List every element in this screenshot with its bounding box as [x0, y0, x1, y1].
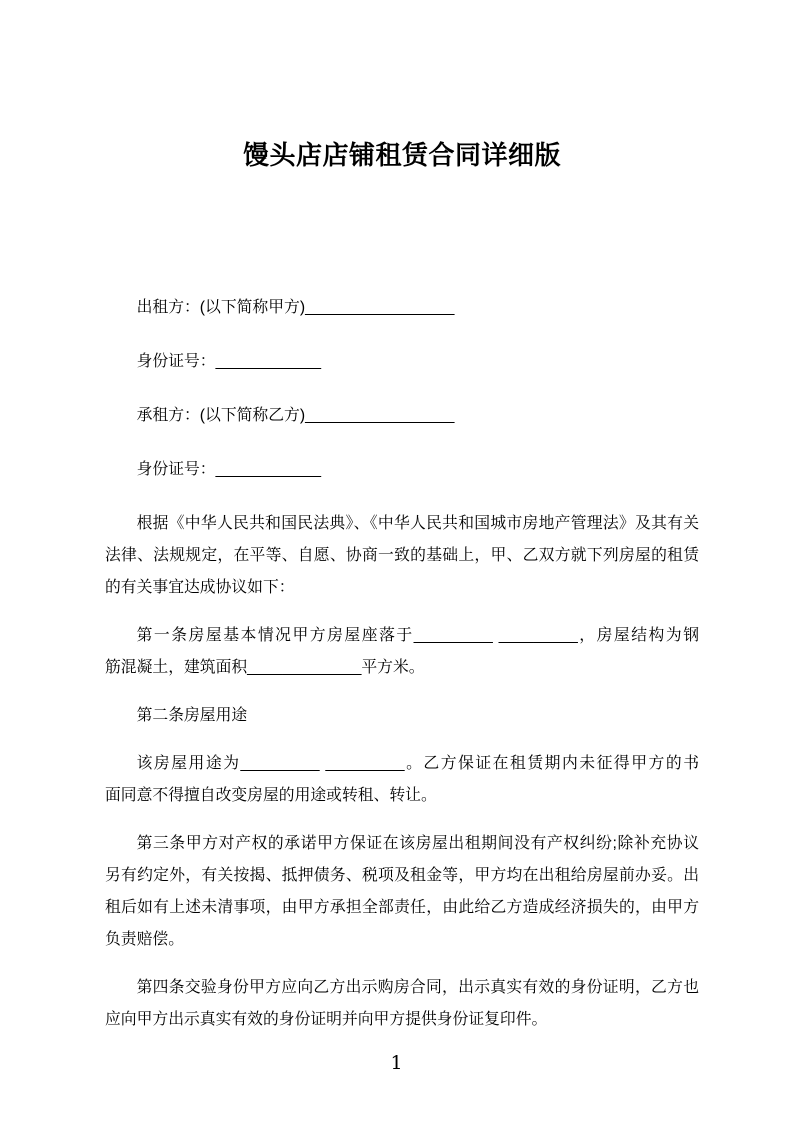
- paragraph-line: 第二条房屋用途: [136, 707, 248, 724]
- page-number: 1: [390, 1052, 403, 1074]
- landlord-line: 出租方：(以下简称甲方)_________________: [136, 299, 455, 316]
- paragraph-line: 的有关事宜达成协议如下：: [105, 579, 295, 596]
- document-title: 馒头店店铺租赁合同详细版: [242, 140, 561, 170]
- paragraph-line: 第一条房屋基本情况甲方房屋座落于_________ _________，房屋结构为钢: [136, 627, 699, 644]
- tenant-line: 承租方：(以下简称乙方)_________________: [136, 407, 455, 424]
- paragraph-line: 面同意不得擅自改变房屋的用途或转租、转让。: [105, 787, 437, 804]
- paragraph-line: 负责赔偿。: [105, 931, 184, 948]
- article-2-paragraph: [105, 748, 699, 812]
- paragraph-line: 第三条甲方对产权的承诺甲方保证在该房屋出租期间没有产权纠纷;除补充协议: [136, 835, 699, 852]
- paragraph-line: 根据《中华人民共和国民法典》、《中华人民共和国城市房地产管理法》及其有关: [136, 515, 699, 532]
- article-3-paragraph: [105, 828, 699, 956]
- paragraph-line: 租后如有上述未清事项，由甲方承担全部责任，由此给乙方造成经济损失的，由甲方: [105, 899, 699, 916]
- paragraph-line: 该房屋用途为_________ _________。乙方保证在租赁期内未征得甲方的书: [136, 755, 699, 772]
- tenant-id-line: 身份证号：____________: [136, 461, 322, 478]
- article-1-paragraph: [105, 620, 699, 684]
- paragraph-line: 第四条交验身份甲方应向乙方出示购房合同，出示真实有效的身份证明，乙方也: [136, 979, 699, 996]
- landlord-id-line: 身份证号：____________: [136, 353, 322, 370]
- paragraph-line: 另有约定外，有关按揭、抵押债务、税项及租金等，甲方均在出租给房屋前办妥。出: [105, 867, 699, 884]
- parties-section: [105, 292, 699, 486]
- preamble-paragraph: [105, 508, 699, 604]
- article-2-heading: [105, 700, 699, 732]
- paragraph-line: 筋混凝土，建筑面积_____________平方米。: [105, 659, 425, 676]
- paragraph-line: 应向甲方出示真实有效的身份证明并向甲方提供身份证复印件。: [105, 1011, 548, 1028]
- article-4-paragraph: [105, 972, 699, 1036]
- paragraph-line: 法律、法规规定，在平等、自愿、协商一致的基础上，甲、乙双方就下列房屋的租赁: [105, 547, 699, 564]
